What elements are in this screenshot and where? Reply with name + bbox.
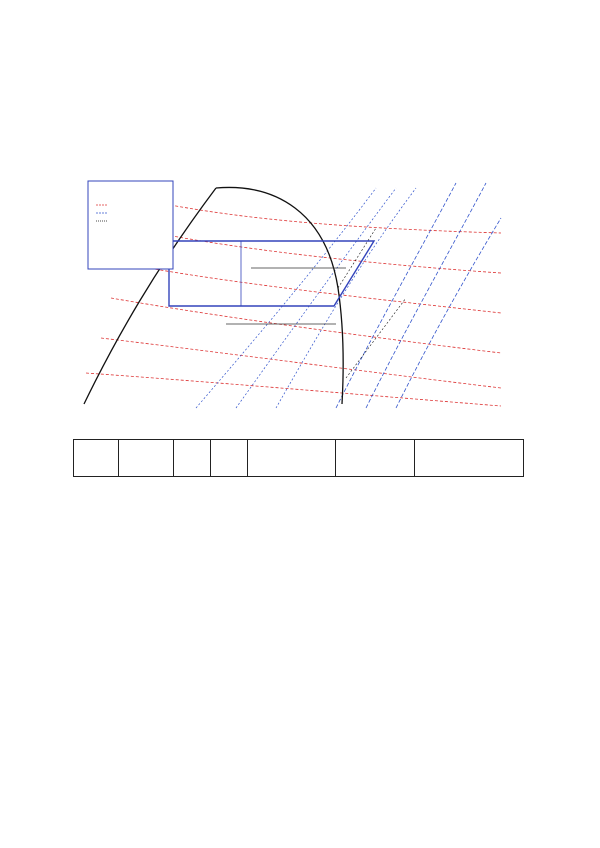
ph-diagram [76,178,502,410]
col-header-temperature [211,440,248,477]
diagram-legend-box [88,181,173,269]
col-header-estados [119,440,174,477]
state-points-table [73,439,524,477]
col-header-punto [74,440,119,477]
col-header-pressure [174,440,211,477]
col-header-entropy [415,440,524,477]
col-header-specific-volume [336,440,415,477]
col-header-enthalpy [248,440,336,477]
table-header-row [74,440,524,477]
